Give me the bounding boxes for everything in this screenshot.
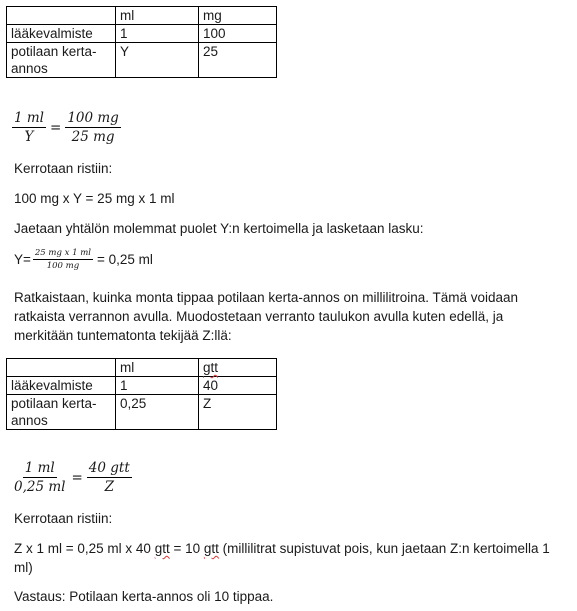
spellcheck-word: gtt	[203, 541, 219, 556]
equation-proportion-2	[12, 460, 132, 495]
denominator: 100 mg	[46, 261, 80, 271]
numerator: 25 mg x 1 ml	[34, 248, 91, 258]
table-cell	[7, 7, 116, 25]
denominator: Y	[24, 129, 34, 145]
answer-paragraph: Vastaus: Potilaan kerta-annos oli 10 tippaa.	[14, 589, 274, 604]
numerator: 100 mg	[67, 110, 119, 126]
paragraph: Kerrotaan ristiin:	[14, 511, 113, 526]
denominator: 25 mg	[71, 129, 115, 145]
table-cell	[7, 359, 116, 377]
table-cell	[199, 359, 277, 377]
table-cell: mg	[199, 7, 277, 25]
paragraph: Kerrotaan ristiin:	[14, 161, 113, 176]
fraction	[33, 248, 93, 271]
equation-prefix: Y=	[14, 252, 31, 267]
table-cell: lääkevalmiste	[7, 377, 116, 395]
table-row	[7, 377, 277, 395]
table-cell: 0,25	[116, 395, 199, 430]
table-cell: ml	[116, 7, 199, 25]
table-cell: 1	[116, 377, 199, 395]
spellcheck-word: gtt	[203, 360, 219, 375]
table-cell: Y	[116, 43, 199, 78]
denominator: 0,25 ml	[14, 479, 66, 495]
numerator: 1 ml	[14, 110, 44, 126]
text-run: = 10	[169, 541, 204, 556]
table-cell: Z	[199, 395, 277, 430]
fraction	[12, 110, 46, 145]
table-cell: lääkevalmiste	[7, 25, 116, 43]
equals-sign: =	[50, 119, 62, 136]
numerator: 1 ml	[24, 460, 55, 476]
table-row	[7, 395, 277, 430]
text-run: (millilitrat supistuvat pois, kun jaetaan Z:n kertoimella 1 ml)	[14, 541, 550, 575]
table-row	[7, 25, 277, 43]
equation-solve-y	[14, 248, 153, 271]
paragraph: 100 mg x Y = 25 mg x 1 ml	[14, 191, 175, 206]
table-cell: 40	[199, 377, 277, 395]
paragraph: Ratkaistaan, kuinka monta tippaa potilaan kerta-annos on millilitroina. Tämä voidaan ratkaista verrannon avulla. Muodostetaan verranto taulukon avulla kuten edellä, ja merkitään tuntematonta tekijää Z:llä:	[14, 290, 519, 343]
table-cell: potilaan kerta-annos	[7, 43, 116, 78]
spellcheck-word: gtt	[154, 541, 170, 556]
table-row	[7, 43, 277, 78]
fraction	[12, 460, 67, 495]
table-row	[7, 7, 277, 25]
fraction	[65, 110, 121, 145]
equation-result: = 0,25 ml	[97, 252, 153, 267]
equation-proportion-1	[12, 110, 121, 145]
table-cell: ml	[116, 359, 199, 377]
paragraph-cross-multiply	[14, 539, 570, 577]
table-cell: 1	[116, 25, 199, 43]
table-dosage-gtt	[6, 358, 277, 430]
fraction	[87, 460, 132, 495]
denominator: Z	[104, 479, 114, 495]
table-cell: 100	[199, 25, 277, 43]
table-dosage-mg	[6, 6, 277, 78]
text-run: Z x 1 ml = 0,25 ml x 40	[14, 541, 155, 556]
equals-sign: =	[71, 469, 83, 486]
table-row	[7, 359, 277, 377]
table-cell: 25	[199, 43, 277, 78]
paragraph: Jaetaan yhtälön molemmat puolet Y:n kertoimella ja lasketaan lasku:	[14, 221, 424, 236]
numerator: 40 gtt	[88, 460, 130, 476]
table-cell: potilaan kerta-annos	[7, 395, 116, 430]
